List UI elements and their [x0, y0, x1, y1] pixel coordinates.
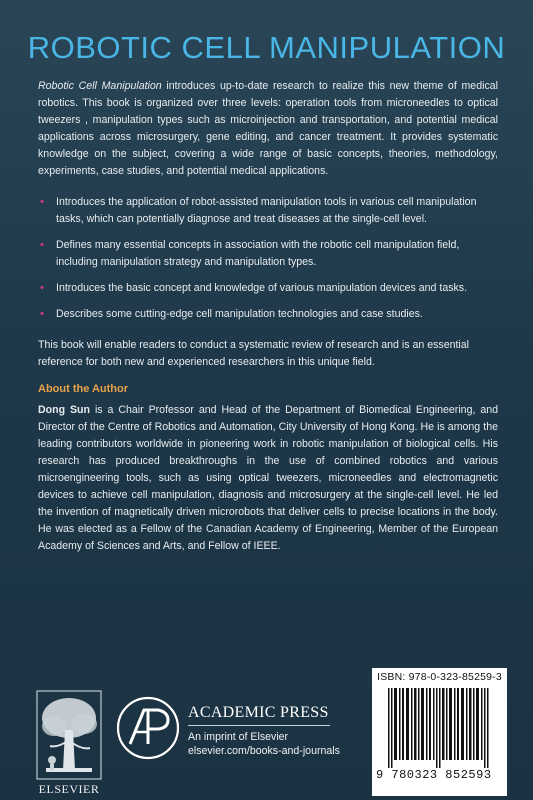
intro-text: introduces up-to-date research to realize this new theme of medical robotics. This book is organized over three levels: operation tools from microneedles to optical tweezers , manipulation types such as microinjection and transportation, and potential medical applications across microsurgery, gene editing, and cancer treatment. It provides systematic knowledge on the subject, covering a wide range of basic concepts, theories, methodology, experiments, case studies, and potential medical applications. [38, 80, 498, 177]
publisher-website: elsevier.com/books-and-journals [188, 745, 340, 757]
intro-paragraph [38, 78, 498, 180]
isbn-label: ISBN: 978-0-323-85259-3 [377, 671, 502, 683]
feature-item: • Describes some cutting-edge cell manipulation technologies and case studies. [38, 306, 498, 323]
barcode-digits: 9 780323 852593 [376, 768, 492, 782]
feature-item: • Defines many essential concepts in association with the robotic cell manipulation field, including manipulation strategy and manipulation types. [40, 239, 460, 268]
closing-paragraph: This book will enable readers to conduct a systematic review of research and is an essential reference for both new and experienced researchers in this unique field. [38, 339, 470, 368]
barcode-icon [382, 688, 497, 768]
bullet-icon: • [40, 282, 44, 294]
bullet-icon: • [40, 239, 44, 251]
publisher-name: ACADEMIC PRESS [188, 704, 330, 726]
feature-list [38, 194, 498, 323]
bullet-icon: • [40, 308, 44, 320]
back-cover-text [38, 78, 498, 555]
author-bio [38, 402, 498, 555]
feature-item: • Introduces the application of robot-assisted manipulation tools in various cell manipulation tasks, which can potentially diagnose and treat diseases at the single-cell level. [40, 196, 477, 225]
author-name: Dong Sun [38, 404, 91, 416]
book-title: ROBOTIC CELL MANIPULATION [27, 30, 506, 65]
feature-item: • Introduces the basic concept and knowledge of various manipulation devices and tasks. [38, 280, 498, 297]
academic-press-logo-icon [116, 696, 180, 760]
elsevier-wordmark: ELSEVIER [38, 782, 100, 796]
bullet-icon: • [40, 196, 44, 208]
author-bio-text: is a Chair Professor and Head of the Department of Biomedical Engineering, and Director of the Centre of Robotics and Automation, City University of Hong Kong. He is among the leading contributors worldwide in pioneering work in robotic manipulation of biological cells. His research has produced breakthroughs in the use of combined robotics and various microengineering tools, such as using optical tweezers, microneedles and electromagnetic devices to achieve cell manipulation, diagnosis and microsurgery at the single-cell level. He led the invention of magnetically driven microrobots that deliver cells to precise locations in the body. He was elected as a Fellow of the Canadian Academy of Engineering, Member of the European Academy of Sciences and Arts, and Fellow of IEEE. [38, 404, 499, 552]
intro-book-title: Robotic Cell Manipulation [38, 80, 162, 92]
about-author-heading: About the Author [38, 383, 129, 395]
publisher-footer [0, 660, 533, 800]
elsevier-tree-logo-icon [36, 690, 102, 780]
publisher-info [188, 704, 388, 758]
imprint-text: An imprint of Elsevier [188, 731, 289, 743]
isbn-barcode-box [372, 668, 507, 796]
